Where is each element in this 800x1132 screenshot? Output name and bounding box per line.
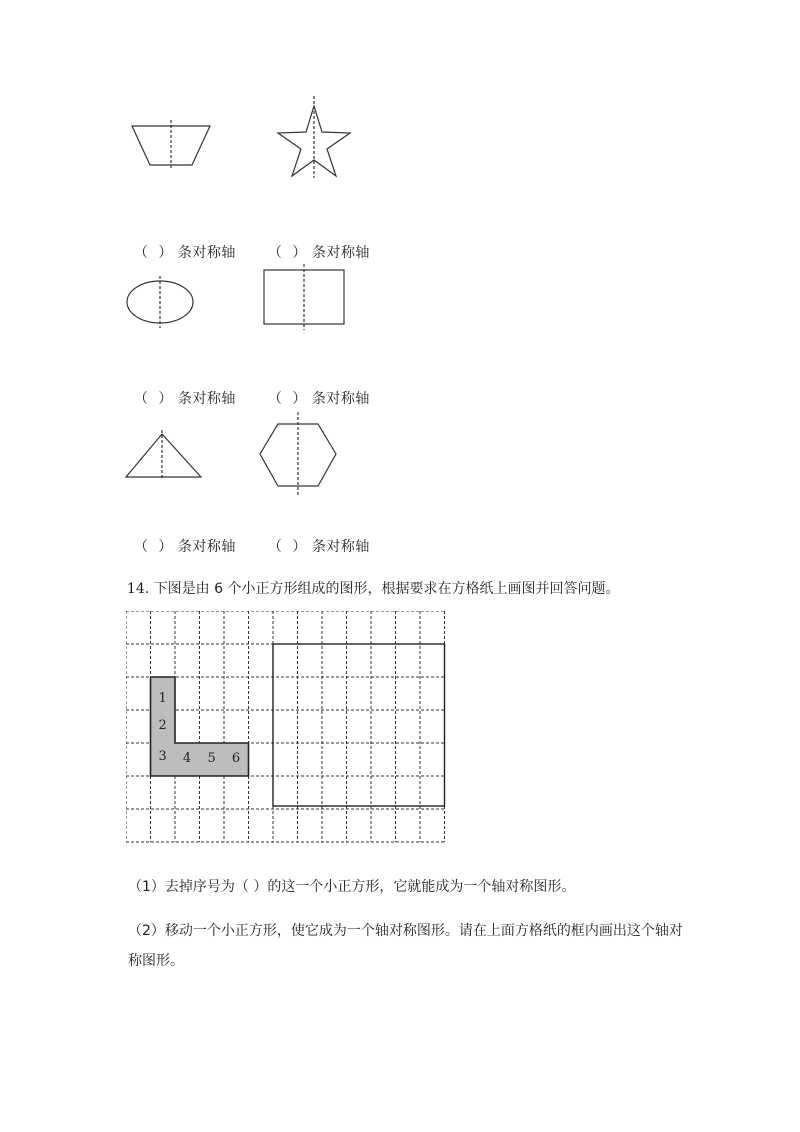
square-label-5: 5	[207, 751, 216, 766]
rectangle-shape	[262, 264, 346, 330]
caption-ellipse: （ ） 条对称轴	[133, 391, 236, 407]
square-label-6: 6	[231, 751, 241, 766]
grid-paper	[126, 611, 446, 847]
caption-rectangle: （ ） 条对称轴	[267, 391, 370, 407]
sub-question-1: （1）去掉序号为（ ）的这一个小正方形，它就能成为一个轴对称图形。	[128, 879, 576, 895]
square-label-3: 3	[158, 749, 167, 764]
question-14-title	[118, 562, 619, 598]
caption-star: （ ） 条对称轴	[267, 245, 370, 261]
caption-trapezoid: （ ） 条对称轴	[133, 245, 236, 261]
sub-question-2: （2）移动一个小正方形，使它成为一个轴对称图形。请在上面方格纸的框内画出这个轴对称图形。	[128, 923, 683, 969]
caption-triangle: （ ） 条对称轴	[133, 539, 236, 555]
caption-hexagon: （ ） 条对称轴	[267, 539, 370, 555]
trapezoid-shape	[128, 120, 214, 170]
square-label-2: 2	[158, 718, 167, 733]
question-separator: .	[144, 581, 150, 597]
ellipse-shape	[124, 276, 196, 328]
triangle-shape	[124, 430, 204, 480]
square-label-4: 4	[182, 751, 192, 766]
question-text: 下图是由 6 个小正方形组成的图形，根据要求在方格纸上画图并回答问题。	[153, 581, 620, 597]
grid-svg	[126, 611, 446, 843]
drawing-frame	[273, 644, 445, 806]
question-number: 14	[126, 581, 145, 597]
hexagon-shape	[258, 412, 338, 496]
square-label-1: 1	[158, 691, 167, 706]
star-shape	[274, 96, 354, 178]
